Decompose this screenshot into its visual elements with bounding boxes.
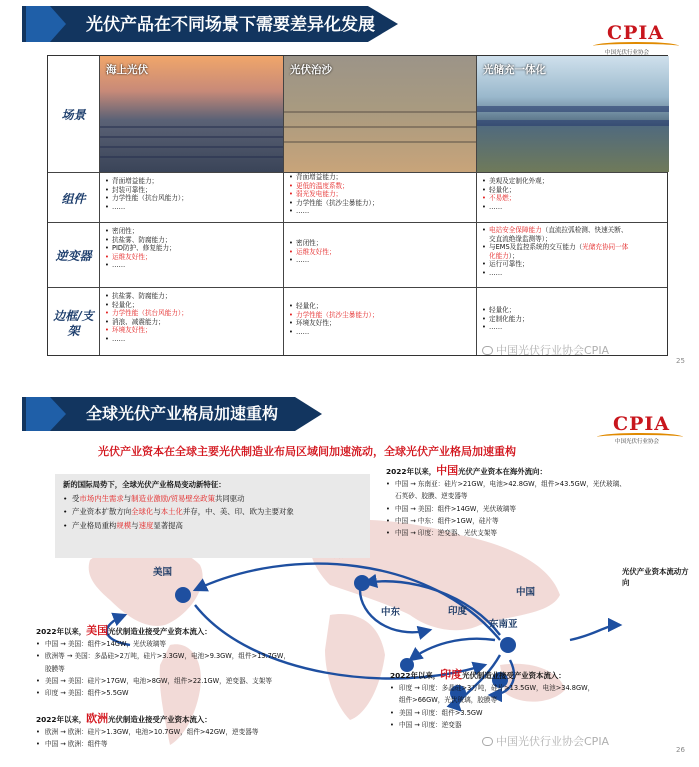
desert-pv-image <box>283 56 476 172</box>
cell-item: • 抗盐雾、防腐能力； <box>105 236 176 245</box>
row-label-module: 组件 <box>61 192 86 206</box>
cell-item: • 力学性能（抗沙尘暴能力）； <box>289 311 378 320</box>
cell-item: • 轻量化； <box>482 186 548 195</box>
region-label-india: 印度 <box>448 606 468 617</box>
us-inflow-block: 2022年以来，美国光伏制造业接受产业资本流入： • 中国 → 美国：组件>14GW，光伏玻璃等 • 欧洲等 → 美国：多晶硅>2万吨，硅片>3.3GW，电池>9.3GW，组件>13.7GW， 胶膜等 • 美国 → 美国：硅片>17GW，电池>8GW，组件>22.1GW，逆变器、支架等 • 印度 → 美国：组件>5.5GW <box>36 625 290 699</box>
page-number: 26 <box>676 746 685 754</box>
cell-item: • 运行可靠性； <box>482 260 628 269</box>
cell-item: • 密闭性； <box>105 227 176 236</box>
india-inflow-block: 2022年以来，印度光伏制造业接受产业资本流入： • 印度 → 印度：多晶硅>3万吨，硅片>13.5GW，电池>34.8GW， 组件>66GW，光伏玻璃，胶膜等 • 美国 → 印度：组件>3.5GW • 中国 → 印度：逆变器 <box>390 669 594 731</box>
features-box: 新的国际局势下，全球光伏产业格局变动新特征： • 受市场内生需求与制造业激励/贸易壁垒政策共同驱动 • 产业资本扩散方向全球化与本土化并存，中、美、印、欧为主要对象 • 产业格局重构规模与速度显著提高 <box>55 474 370 558</box>
cell-item: • 与EMS及监控系统的交互能力（光储充协同一体 <box>482 243 628 252</box>
cell-item: • 轻量化； <box>289 302 378 311</box>
wechat-icon <box>482 346 493 355</box>
cell-storage-inverter <box>482 226 628 278</box>
cell-item: 化能力）； <box>489 251 519 260</box>
col-storage-label: 光储充一体化 <box>483 64 546 76</box>
cell-item: • …… <box>482 203 548 212</box>
region-label-us: 美国 <box>153 567 173 578</box>
cell-item: • 电站安全保障能力（直流拉弧检测、快速关断、 <box>482 226 628 235</box>
cell-offshore-inverter <box>105 227 176 270</box>
cell-item: • 运维友好性； <box>105 253 176 262</box>
cell-item: • 美观及定制化外观； <box>482 177 548 186</box>
region-label-china: 中国 <box>516 587 536 598</box>
cell-item: • 密闭性； <box>289 239 336 248</box>
cell-item: • …… <box>482 323 529 332</box>
cell-item: • 消浪、减震能力； <box>105 318 188 327</box>
cell-item: • 运维友好性； <box>289 248 336 257</box>
cell-item: • …… <box>289 328 378 337</box>
slide-global-landscape <box>0 393 699 767</box>
cell-item: • …… <box>289 207 378 216</box>
cell-offshore-module <box>105 177 188 211</box>
cell-storage-module <box>482 177 548 211</box>
cell-item: • 背面增益能力； <box>289 173 378 182</box>
page-number: 25 <box>676 357 685 365</box>
cell-item: • 轻量化； <box>105 301 188 310</box>
cell-item: • …… <box>482 269 628 278</box>
cell-desert-frame <box>289 302 378 336</box>
col-desert-label: 光伏治沙 <box>290 64 332 76</box>
row-label-frame: 边框/支架 <box>53 309 94 338</box>
cell-item: • 不易燃； <box>482 194 548 203</box>
cell-item: • …… <box>105 203 188 212</box>
europe-inflow-block: 2022年以来，欧洲光伏制造业接受产业资本流入： • 欧洲 → 欧洲：硅片>1.3GW，电池>10.7GW，组件>42GW，逆变器等 • 中国 → 欧洲：组件等 <box>36 713 258 751</box>
slide-scenario-development <box>0 0 699 378</box>
scenario-table <box>47 55 668 356</box>
cell-item: • 封装可靠性； <box>105 186 188 195</box>
cell-item: • 力学性能（抗台风能力）； <box>105 309 188 318</box>
feature-2: • 产业资本扩散方向全球化与本土化并存，中、美、印、欧为主要对象 <box>63 505 362 519</box>
cell-item: • 抗盐雾、防腐能力； <box>105 292 188 301</box>
row-label-scenario: 场景 <box>61 108 86 122</box>
cell-item: • 环境友好性； <box>289 319 378 328</box>
cell-item: • 更低的温度系数； <box>289 182 378 191</box>
slide-title: 光伏产品在不同场景下需要差异化发展 <box>86 15 375 35</box>
cell-item: • PID防护、修复能力； <box>105 244 176 253</box>
cell-item: • 力学性能（抗台风能力）； <box>105 194 188 203</box>
cell-item: • 弱光发电能力； <box>289 190 378 199</box>
cell-item: • …… <box>289 256 336 265</box>
col-offshore-label: 海上光伏 <box>106 64 148 76</box>
offshore-pv-image <box>99 56 283 172</box>
storage-charging-image <box>476 56 669 172</box>
cell-desert-module <box>289 173 378 216</box>
cpia-logo: CPIA 中国光伏行业协会 <box>591 14 681 60</box>
cell-item: • 环境友好性； <box>105 326 188 335</box>
cell-item: • …… <box>105 261 176 270</box>
cell-desert-inverter <box>289 239 336 265</box>
cell-item: • 定制化能力； <box>482 315 529 324</box>
row-label-inverter: 逆变器 <box>55 249 92 263</box>
cell-item: • 轻量化； <box>482 306 529 315</box>
slide-title: 全球光伏产业格局加速重构 <box>86 404 279 423</box>
watermark: 中国光伏行业协会CPIA <box>482 733 609 749</box>
flow-direction-label: 光伏产业资本流动方向 <box>622 567 689 587</box>
cpia-logo: CPIA 中国光伏行业协会 <box>591 407 681 453</box>
feature-1: • 受市场内生需求与制造业激励/贸易壁垒政策共同驱动 <box>63 492 362 506</box>
cell-item: • …… <box>105 335 188 344</box>
cell-item: 交直流绝缘监测等）； <box>489 234 552 243</box>
region-label-southeast-asia: 东南亚 <box>489 619 518 630</box>
china-outflow-block: 2022年以来，中国光伏产业资本在海外流向： • 中国 → 东南亚：硅片>21GW，电池>42.8GW，组件>43.5GW，光伏玻璃、 石英砂、胶膜、逆变器等 • 中国 → 美国：组件>14GW，光伏玻璃等 • 中国 → 中东：组件>1GW，硅片等 • 中国 → 印度：逆变器、光伏支架等 <box>386 465 626 539</box>
cell-item: • 力学性能（抗沙尘暴能力）； <box>289 199 378 208</box>
slide-subtitle: 光伏产业资本在全球主要光伏制造业布局区域间加速流动，全球光伏产业格局加速重构 <box>98 445 516 458</box>
watermark: 中国光伏行业协会CPIA <box>482 342 609 358</box>
region-label-middle-east: 中东 <box>381 607 401 618</box>
wechat-icon <box>482 737 493 746</box>
feature-3: • 产业格局重构规模与速度显著提高 <box>63 519 362 533</box>
cell-storage-frame <box>482 306 529 332</box>
cell-offshore-frame <box>105 292 188 344</box>
cell-item: • 背面增益能力； <box>105 177 188 186</box>
